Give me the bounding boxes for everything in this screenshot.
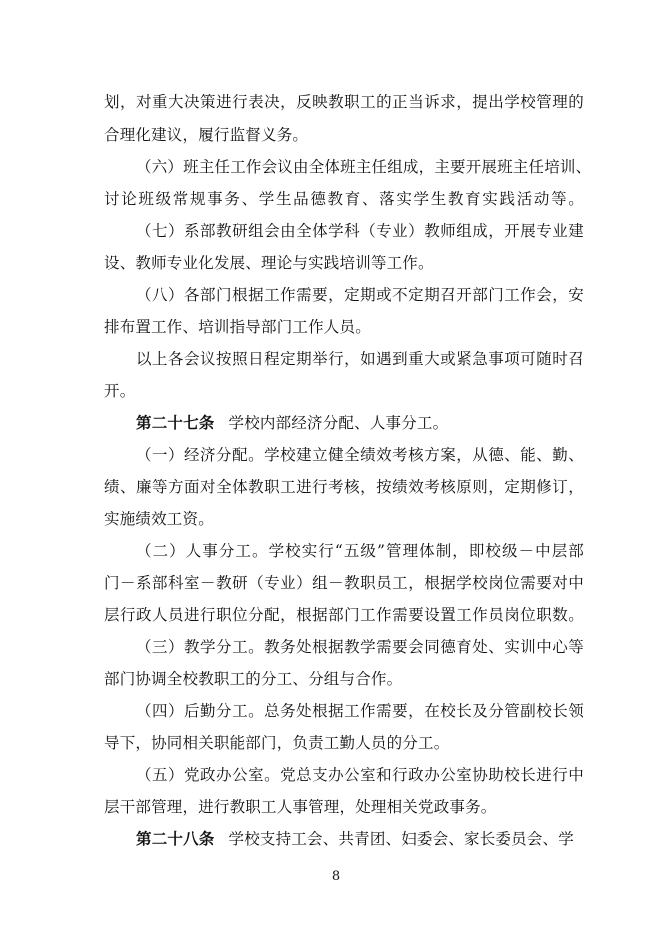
text-line: 层行政人员进行职位分配，根据部门工作需要设置工作员岗位职数。 xyxy=(104,606,584,624)
article-27-label: 第二十七条 xyxy=(136,413,215,432)
text-line: 门－系部科室－教研（专业）组－教职员工，根据学校岗位需要对中 xyxy=(104,574,584,592)
article-28-text: 学校支持工会、共青团、妇委会、家长委员会、学 xyxy=(228,830,574,848)
paragraph-personnel-division: （二）人事分工。学校实行“五级”管理体制，即校级－中层部 xyxy=(136,542,584,560)
text-line: 划，对重大决策进行表决，反映教职工的正当诉求，提出学校管理的 xyxy=(104,93,584,111)
text-line: 实施绩效工资。 xyxy=(104,510,214,528)
article-27-title: 学校内部经济分配、人事分工。 xyxy=(228,414,449,432)
text-line: 排布置工作、培训指导部门工作人员。 xyxy=(104,318,371,336)
text-line: 绩、廉等方面对全体教职工进行考核，按绩效考核原则，定期修订， xyxy=(104,478,584,496)
paragraph-logistics-division: （四）后勤分工。总务处根据工作需要，在校长及分管副校长领 xyxy=(136,702,584,720)
paragraph-meetings-summary: 以上各会议按照日程定期举行，如遇到重大或紧急事项可随时召 xyxy=(136,350,584,368)
page-number: 8 xyxy=(331,869,341,884)
paragraph-item-8: （八）各部门根据工作需要，定期或不定期召开部门工作会，安 xyxy=(136,286,584,304)
paragraph-item-7: （七）系部教研组会由全体学科（专业）教师组成，开展专业建 xyxy=(136,222,584,240)
article-27-heading xyxy=(136,412,584,434)
article-28-heading xyxy=(136,828,584,850)
text-line: 部门协调全校教职工的分工、分组与合作。 xyxy=(104,670,403,688)
paragraph-teaching-division: （三）教学分工。教务处根据教学需要会同德育处、实训中心等 xyxy=(136,638,584,656)
text-line: 讨论班级常规事务、学生品德教育、落实学生教育实践活动等。 xyxy=(104,190,584,208)
text-line: 导下，协同相关职能部门，负责工勤人员的分工。 xyxy=(104,734,450,752)
paragraph-item-6: （六）班主任工作会议由全体班主任组成，主要开展班主任培训、 xyxy=(136,158,592,176)
paragraph-party-office: （五）党政办公室。党总支办公室和行政办公室协助校长进行中 xyxy=(136,766,584,784)
text-line: 合理化建议，履行监督义务。 xyxy=(104,126,309,144)
text-line: 层干部管理，进行教职工人事管理，处理相关党政事务。 xyxy=(104,798,497,816)
article-28-label: 第二十八条 xyxy=(136,829,215,848)
paragraph-economic-distribution: （一）经济分配。学校建立健全绩效考核方案，从德、能、勤、 xyxy=(136,446,584,464)
text-line: 开。 xyxy=(104,382,136,400)
text-line: 设、教师专业化发展、理论与实践培训等工作。 xyxy=(104,254,434,272)
